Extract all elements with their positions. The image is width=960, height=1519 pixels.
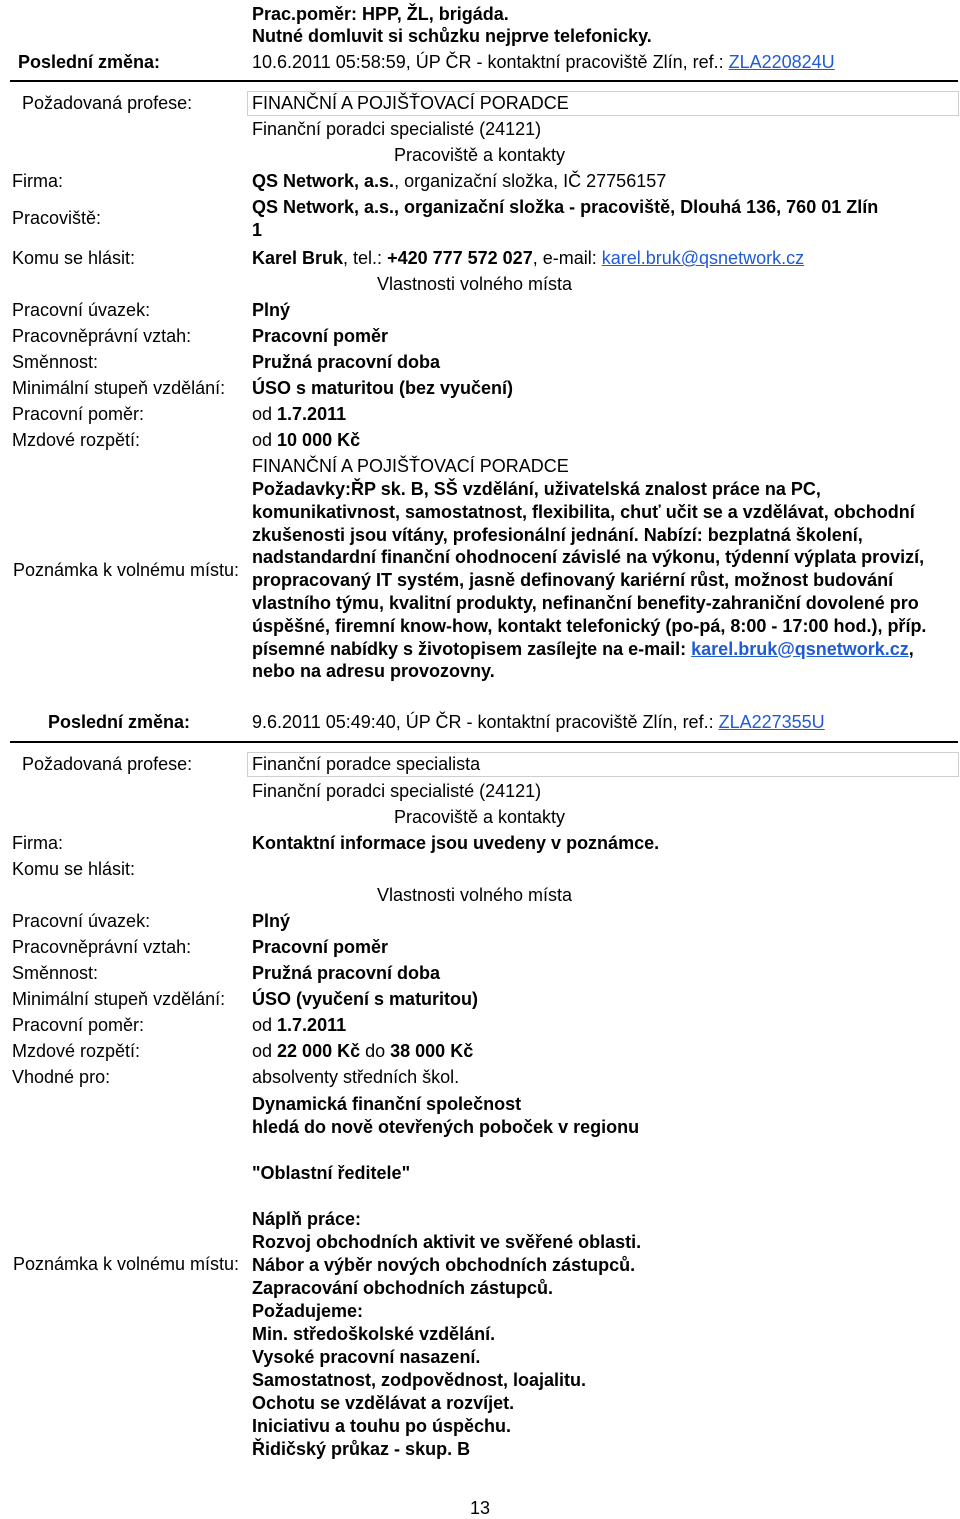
contact-label: Komu se hlásit:: [12, 248, 136, 268]
workplace-contacts-title: Pracoviště a kontakty: [393, 145, 566, 165]
job2-firm: Kontaktní informace jsou uvedeny v poznámce.: [252, 833, 660, 853]
note-line: Ochotu se vzdělávat a rozvíjet.: [252, 1393, 515, 1413]
job2-relation: Pracovní poměr: [252, 937, 389, 957]
employment-label: Pracovní poměr:: [12, 404, 145, 424]
job1-salary: od 10 000 Kč: [252, 430, 361, 450]
note-line: Řidičský průkaz - skup. B: [252, 1439, 471, 1459]
salary-label: Mzdové rozpětí:: [12, 430, 141, 450]
job2-salary: od 22 000 Kč do 38 000 Kč: [252, 1041, 474, 1061]
workload-label: Pracovní úvazek:: [12, 300, 151, 320]
note-line: Rozvoj obchodních aktivit ve svěřené oblasti.: [252, 1232, 642, 1252]
salary-label-2: Mzdové rozpětí:: [12, 1041, 141, 1061]
prev-note-line2: Nutné domluvit si schůzku nejprve telefonicky.: [252, 26, 652, 46]
job2-classification: Finanční poradci specialisté (24121): [252, 781, 542, 801]
job1-workload: Plný: [252, 300, 291, 320]
relation-label: Pracovněprávní vztah:: [12, 326, 192, 346]
job1-relation: Pracovní poměr: [252, 326, 389, 346]
note-line: Samostatnost, zodpovědnost, loajalitu.: [252, 1370, 587, 1390]
note-line: Dynamická finanční společnost: [252, 1094, 522, 1114]
education-label: Minimální stupeň vzdělání:: [12, 378, 226, 398]
job2-workload: Plný: [252, 911, 291, 931]
job2-title: Finanční poradce specialista: [252, 754, 481, 774]
profession-label: Požadovaná profese:: [22, 93, 193, 113]
job1-education: ÚSO s maturitou (bez vyučení): [252, 378, 514, 398]
ref-link[interactable]: ZLA220824U: [728, 52, 835, 72]
job2-suitable: absolventy středních škol.: [252, 1067, 460, 1087]
note-line: Iniciativu a touhu po úspěchu.: [252, 1416, 512, 1436]
job2-education: ÚSO (vyučení s maturitou): [252, 989, 479, 1009]
last-change-value: 10.6.2011 05:58:59, ÚP ČR - kontaktní pracoviště Zlín, ref.: ZLA220824U: [252, 52, 835, 72]
note-line: Vysoké pracovní nasazení.: [252, 1347, 481, 1367]
job1-workplace-line1: QS Network, a.s., organizační složka - pracoviště, Dlouhá 136, 760 01 Zlín: [252, 197, 879, 217]
job1-shift: Pružná pracovní doba: [252, 352, 441, 372]
job1-firm: QS Network, a.s., organizační složka, IČ 27756157: [252, 171, 667, 191]
firm-label: Firma:: [12, 171, 63, 191]
relation-label-2: Pracovněprávní vztah:: [12, 937, 192, 957]
note-line: Zapracování obchodních zástupců.: [252, 1278, 554, 1298]
note-label-2: Poznámka k volnému místu:: [12, 1254, 240, 1274]
firm-label-2: Firma:: [12, 833, 63, 853]
page-number: 13: [469, 1498, 491, 1518]
profession-label-2: Požadovaná profese:: [22, 754, 193, 774]
job1-last-change-label: Poslední změna:: [48, 712, 191, 732]
job1-workplace-line2: 1: [252, 220, 263, 240]
job2-note-quote: "Oblastní ředitele": [252, 1163, 411, 1183]
shift-label: Směnnost:: [12, 352, 99, 372]
job1-employment: od 1.7.2011: [252, 404, 347, 424]
job1-last-change-value: 9.6.2011 05:49:40, ÚP ČR - kontaktní pracoviště Zlín, ref.: ZLA227355U: [252, 712, 825, 732]
contact-label-2: Komu se hlásit:: [12, 859, 136, 879]
email-link[interactable]: karel.bruk@qsnetwork.cz: [601, 248, 805, 268]
job1-classification: Finanční poradci specialisté (24121): [252, 119, 542, 139]
job2-employment: od 1.7.2011: [252, 1015, 347, 1035]
job2-note-intro: [252, 1093, 639, 1139]
job1-note-body: Požadavky:ŘP sk. B, SŠ vzdělání, uživatelská znalost práce na PC, komunikativnost, samostatnost, flexibilita, chuť učit se a vzdělávat, obchodní zkušenosti jsou vítány, profesionální jednání. Nabízí: bezplatná školení, nadstandardní finanční ohodnocení závislé na výkonu, týdenní výplata provizí, propracovaný IT systém, jasně definovaný kariérní růst, možnost budování vlastního týmu, kvalitní produkty, nefinanční benefity-zahraniční dovolené pro úspěšné, firemní know-how, kontakt telefonický (po-pá, 8:00 - 17:00 hod.), příp. písemné nabídky s životopisem zasílejte na e-mail: karel.bruk@qsnetwork.cz, nebo na adresu provozovny.: [252, 479, 927, 682]
note-line: Požadujeme:: [252, 1301, 364, 1321]
note-line: hledá do nově otevřených poboček v regionu: [252, 1117, 640, 1137]
job-properties-title: Vlastnosti volného místa: [376, 274, 573, 294]
job2-note-list: [252, 1208, 641, 1461]
suitable-label: Vhodné pro:: [12, 1067, 111, 1087]
section-divider: [10, 80, 958, 82]
note-label: Poznámka k volnému místu:: [12, 560, 240, 580]
education-label-2: Minimální stupeň vzdělání:: [12, 989, 226, 1009]
prev-note-line1: Prac.poměr: HPP, ŽL, brigáda.: [252, 4, 509, 24]
note-line: Nábor a výběr nových obchodních zástupců.: [252, 1255, 636, 1275]
job1-contact: Karel Bruk, tel.: +420 777 572 027, e-mail: karel.bruk@qsnetwork.cz: [252, 248, 805, 268]
section-divider-2: [10, 741, 958, 743]
job2-shift: Pružná pracovní doba: [252, 963, 441, 983]
employment-label-2: Pracovní poměr:: [12, 1015, 145, 1035]
shift-label-2: Směnnost:: [12, 963, 99, 983]
workplace-contacts-title-2: Pracoviště a kontakty: [393, 807, 566, 827]
job1-note-title: FINANČNÍ A POJIŠŤOVACÍ PORADCE: [252, 456, 569, 476]
note-line: Min. středoškolské vzdělání.: [252, 1324, 496, 1344]
job1-ref-link[interactable]: ZLA227355U: [718, 712, 825, 732]
note-email-link[interactable]: karel.bruk@qsnetwork.cz: [691, 638, 909, 659]
workload-label-2: Pracovní úvazek:: [12, 911, 151, 931]
job-properties-title-2: Vlastnosti volného místa: [376, 885, 573, 905]
last-change-label: Poslední změna:: [18, 52, 161, 72]
job1-title: FINANČNÍ A POJIŠŤOVACÍ PORADCE: [252, 93, 569, 113]
note-line: Náplň práce:: [252, 1209, 362, 1229]
workplace-label: Pracoviště:: [12, 208, 102, 228]
